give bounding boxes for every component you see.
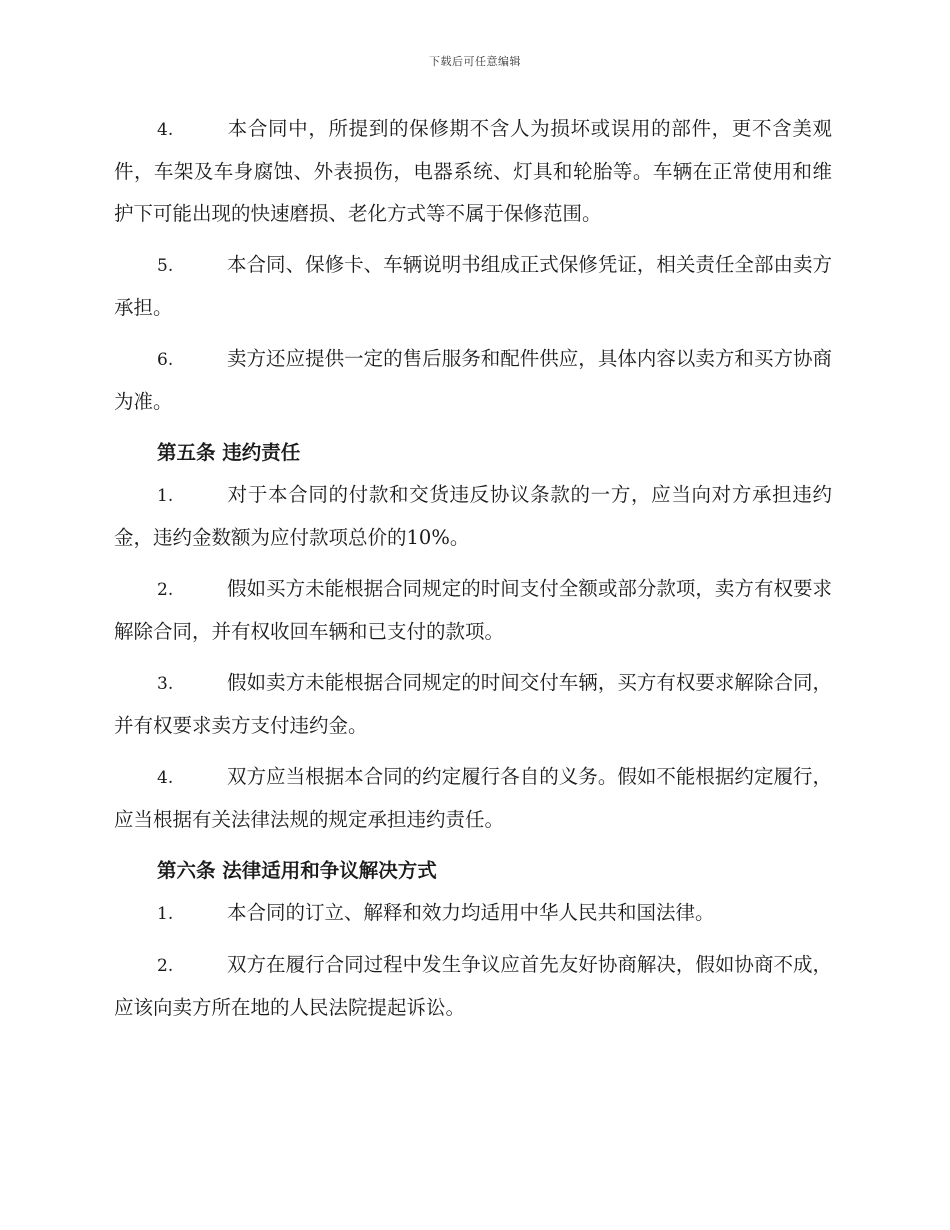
clause-4-6-item (114, 338, 832, 423)
item-number: 5. (157, 256, 174, 276)
clause-5-2-item (114, 568, 832, 653)
clause-5-3-item (114, 662, 832, 747)
section-heading-article-5: 第五条 违约责任 (157, 441, 301, 464)
item-text: 双方应当根据本合同的约定履行各自的义务。假如不能根据约定履行，应当根据有关法律法规的规定承担违约责任。 (114, 765, 832, 831)
item-number: 3. (157, 674, 174, 694)
page-header: 下载后可任意编辑 (429, 55, 521, 68)
clause-6-1-item (114, 892, 832, 935)
item-text: 本合同中，所提到的保修期不含人为损坏或误用的部件，更不含美观件，车架及车身腐蚀、外表损伤，电器系统、灯具和轮胎等。车辆在正常使用和维护下可能出现的快速磨损、老化方式等不属于保修范围。 (114, 117, 832, 225)
item-text: 本合同的订立、解释和效力均适用中华人民共和国法律。 (227, 901, 715, 924)
item-text: 双方在履行合同过程中发生争议应首先友好协商解决，假如协商不成，应该向卖方所在地的人民法院提起诉讼。 (114, 953, 832, 1019)
clause-4-1-item (114, 108, 832, 235)
item-text: 对于本合同的付款和交货违反协议条款的一方，应当向对方承担违约金，违约金数额为应付款项总价的10%。 (114, 483, 832, 549)
item-number: 2. (157, 956, 174, 976)
item-number: 4. (157, 768, 174, 788)
item-number: 1. (157, 486, 174, 506)
item-text: 假如卖方未能根据合同规定的时间交付车辆，买方有权要求解除合同，并有权要求卖方支付违约金。 (114, 671, 832, 737)
clause-5-4-item (114, 756, 832, 841)
section-heading-article-6: 第六条 法律适用和争议解决方式 (157, 859, 437, 882)
clause-4-5-item (114, 244, 832, 329)
item-text: 卖方还应提供一定的售后服务和配件供应，具体内容以卖方和买方协商为准。 (114, 347, 832, 413)
document-body (114, 108, 832, 1029)
item-number: 6. (157, 350, 174, 370)
clause-6-2-item (114, 944, 832, 1029)
item-number: 4. (157, 120, 174, 140)
item-number: 2. (157, 580, 174, 600)
item-number: 1. (157, 904, 174, 924)
item-text: 假如买方未能根据合同规定的时间支付全额或部分款项，卖方有权要求解除合同，并有权收回车辆和已支付的款项。 (114, 577, 832, 643)
item-text: 本合同、保修卡、车辆说明书组成正式保修凭证，相关责任全部由卖方承担。 (114, 253, 832, 319)
clause-5-1-item (114, 474, 832, 559)
